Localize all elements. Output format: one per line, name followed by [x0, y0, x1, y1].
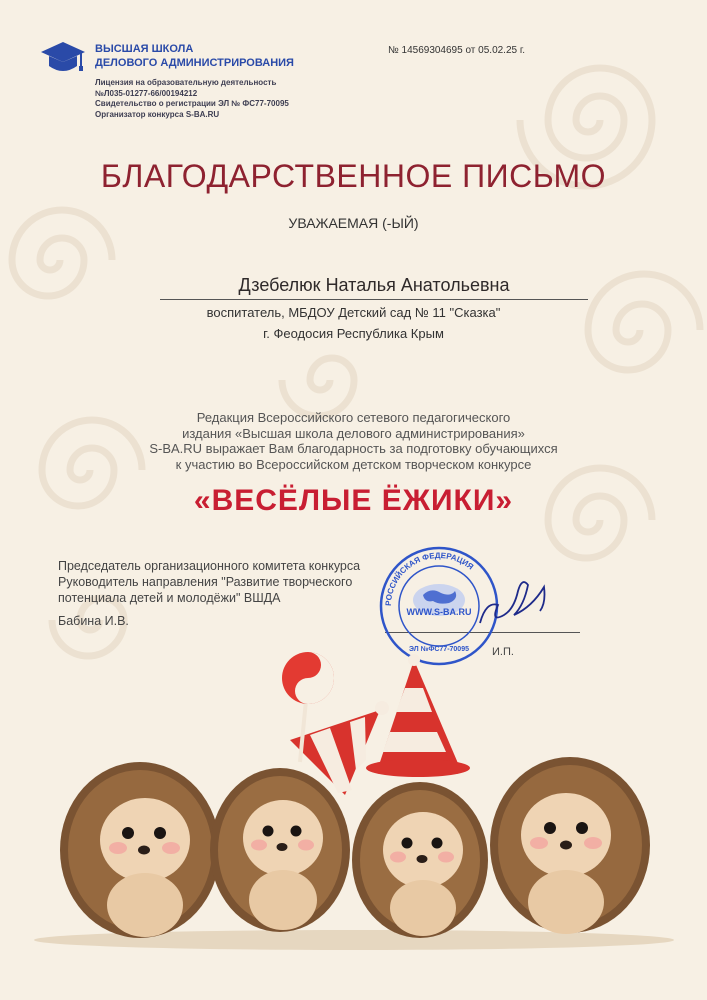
stamp-site: WWW.S-BA.RU	[406, 607, 472, 617]
gratitude-line: Редакция Всероссийского сетевого педагогического	[196, 410, 511, 425]
gratitude-line: издания «Высшая школа делового администрирования»	[182, 425, 525, 441]
gratitude-text	[0, 410, 707, 472]
recipient-position: воспитатель, МБДОУ Детский сад № 11 "Сказка"	[206, 305, 501, 320]
signer-line: Председатель организационного комитета конкурса	[58, 559, 361, 573]
signature-icon	[470, 575, 570, 635]
org-name-line1: ВЫСШАЯ ШКОЛА	[95, 43, 194, 55]
stamp-ring-text: РОССИЙСКАЯ ФЕДЕРАЦИЯ	[383, 550, 476, 607]
signer-title	[58, 558, 360, 606]
page-title: БЛАГОДАРСТВЕННОЕ ПИСЬМО	[100, 158, 607, 194]
gratitude-line: к участию во Всероссийском детском творческом конкурсе	[175, 456, 532, 472]
signer-line: потенциала детей и молодёжи" ВШДА	[58, 591, 281, 605]
stamp-registration: ЭЛ №ФС77-70095	[409, 646, 469, 653]
signer-name: Бабина И.В.	[58, 614, 129, 628]
organization-name	[95, 42, 294, 70]
contest-organizer: Организатор конкурса S-BA.RU	[95, 109, 220, 119]
hedgehogs-illustration	[0, 650, 707, 1000]
signature-initials: И.П.	[492, 646, 514, 658]
license-info	[95, 78, 289, 120]
registration-certificate: Свидетельство о регистрации ЭЛ № ФС77-70095	[95, 99, 289, 108]
hedgehog-3	[352, 654, 488, 938]
recipient-city: г. Феодосия Республика Крым	[263, 326, 444, 341]
recipient-name: Дзебелюк Наталья Анатольевна	[160, 275, 588, 300]
salutation: УВАЖАЕМАЯ (-ЫЙ)	[288, 215, 419, 231]
graduation-cap-logo-icon	[40, 40, 86, 78]
contest-name: «ВЕСЁЛЫЕ ЁЖИКИ»	[193, 484, 514, 517]
license-number: №Л035-01277-66/00194212	[95, 88, 198, 98]
hedgehog-4	[490, 757, 650, 934]
org-name-line2: ДЕЛОВОГО АДМИНИСТРИРОВАНИЯ	[95, 57, 294, 69]
signer-line: Руководитель направления "Развитие творческого	[58, 575, 353, 589]
hedgehog-1	[60, 762, 220, 938]
gratitude-line: S-BA.RU выражает Вам благодарность за подготовку обучающихся	[149, 441, 558, 456]
license-line: Лицензия на образовательную деятельность	[95, 78, 277, 87]
document-number: № 14569304695 от 05.02.25 г.	[388, 45, 526, 56]
